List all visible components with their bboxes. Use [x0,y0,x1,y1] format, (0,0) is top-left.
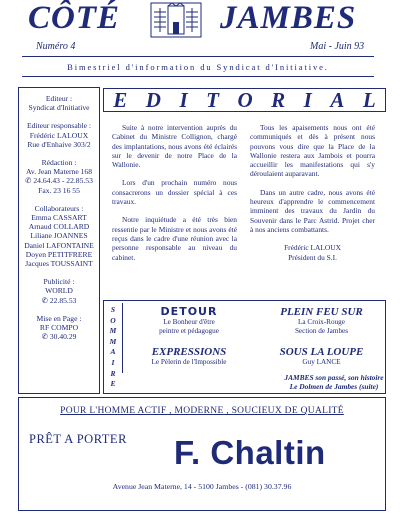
editorial-paragraph: Lors d'un prochain numéro nous consacrerons un dossier spécial à ces travaux. [112,178,237,207]
masthead-title-right: JAMBES [220,0,357,36]
editorial-column-2 [250,123,375,262]
sommaire-divider [122,303,123,373]
issue-date: Mai - Juin 93 [310,41,365,52]
toc-item-detour[interactable]: DETOUR Le Bonheur d'être peintre et pédagogue [159,305,219,335]
colophon-advertising: Publicité : WORLD ✆ 22.85.53 [41,277,77,305]
editorial-paragraph: Tous les apaisements nous ont été communiqués et dès à présent nous pouvons vous dire que la Place de la Wallonie restera aux Jambois et pourra accueillir les manifestations qui s'y déroulaient auparavant. [250,123,375,179]
ad-brand-name: F. Chaltin [174,434,326,471]
advertisement-box [18,397,386,511]
editorial-heading: E D I T O R I A L [103,88,386,112]
editorial-column-1 [112,123,237,271]
masthead-title-left: CÔTÉ [28,0,121,36]
colophon-box [18,87,100,394]
toc-item-jambes-history[interactable]: JAMBES son passé, son histoire Le Dolmen de Jambes (suite) [284,373,384,391]
masthead-rule-bottom [22,76,374,77]
signature-name: Frédéric LALOUX [284,243,341,253]
editorial-paragraph: Dans un autre cadre, nous avons été heureux d'apprendre le commencement imminent des travaux du Jardin du Souvenir dans le Parc Astrid. Projet cher à nos anciens combattants. [250,187,375,234]
ad-address: Avenue Jean Materne, 14 - 5100 Jambes - (081) 30.37.96 [112,482,292,491]
colophon-layout: Mise en Page : RF COMPO ✆ 30.40.29 [36,313,82,342]
colophon-contributors: Collaborateurs : Emma CASSART Arnaud COLLARD Liliane JOANNES Daniel LAFONTAINE Doyen PETITFRERE Jacques TOUSSAINT [24,203,94,269]
editorial-paragraph: Suite à notre intervention auprès du Cabinet du Ministre Collignon, chargé des implantations, nous avons été éclairés sur le devenir de notre Place de la Wallonie. [112,123,237,170]
masthead-subtitle: Bimestriel d'information du Syndicat d'Initiative. [67,62,329,72]
issue-number: Numéro 4 [36,41,76,52]
sommaire-label: S O M M A I R E [109,305,117,389]
town-crest-logo [150,2,202,38]
editorial-paragraph: Notre inquiétude a été très bien ressentie par le Ministre et nous avons été reçus dans le cadre d'une réunion avec la personne responsable au niveau du cabinet. [112,215,237,262]
table-of-contents [103,300,386,394]
ad-ready-to-wear: PRÊT A PORTER [29,432,127,446]
toc-item-sous-la-loupe[interactable]: SOUS LA LOUPE Guy LANCE [279,346,364,366]
masthead-rule-top [22,56,374,57]
colophon-responsible-editor: Editeur responsable : Frédéric LALOUX Rue d'Enhaive 303/2 [26,121,92,149]
toc-item-expressions[interactable]: EXPRESSIONS Le Pèlerin de l'Impossible [151,346,227,366]
signature-role: Président du S.I. [288,252,337,262]
colophon-editor: Editeur : Syndicat d'Initiative [28,94,90,113]
toc-item-plein-feu[interactable]: PLEIN FEU SUR La Croix-Rouge Section de Jambes [280,306,363,335]
colophon-editorial-office: Rédaction : Av. Jean Materne 168 ✆ 24.64.43 - 22.85.53 Fax. 23 16 55 [25,158,93,195]
ad-slogan: POUR L'HOMME ACTIF , MODERNE , SOUCIEUX DE QUALITÉ [60,406,344,416]
editorial-signature [250,243,375,262]
